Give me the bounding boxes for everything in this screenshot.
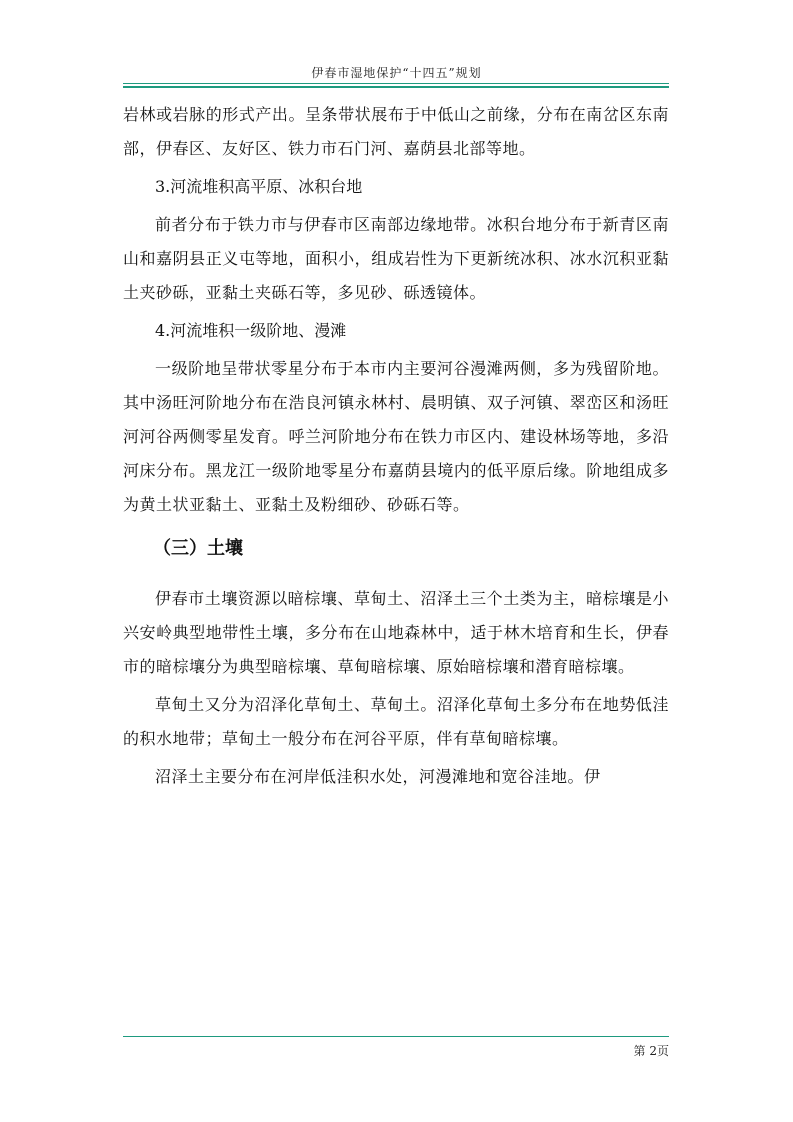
paragraph-meadow-soil: 草甸土又分为沼泽化草甸土、草甸土。沼泽化草甸土多分布在地势低洼的积水地带；草甸土一般分布在河谷平原，伴有草甸暗棕壤。 — [123, 695, 669, 748]
paragraph-swamp-soil: 沼泽土主要分布在河岸低洼积水处，河漫滩地和宽谷洼地。伊 — [155, 767, 601, 786]
header-title: 伊春市湿地保护“十四五”规划 — [311, 66, 482, 80]
paragraph-continuation: 岩林或岩脉的形式产出。呈条带状展布于中低山之前缘，分布在南岔区东南部，伊春区、友好区、铁力市石门河、嘉荫县北部等地。 — [123, 105, 669, 158]
header-divider — [123, 83, 669, 88]
footer-divider — [123, 1036, 669, 1037]
subheading-first-terrace: 4.河流堆积一级阶地、漫滩 — [155, 321, 347, 340]
document-body — [123, 98, 669, 798]
subheading-plain-terrace: 3.河流堆积高平原、冰积台地 — [155, 177, 363, 196]
section-heading-soil: （三）土壤 — [153, 538, 243, 559]
page-number: 第 2页 — [633, 1044, 669, 1058]
paragraph-first-terrace: 一级阶地呈带状零星分布于本市内主要河谷漫滩两侧，多为残留阶地。其中汤旺河阶地分布在浩良河镇永林村、晨明镇、双子河镇、翠峦区和汤旺河河谷两侧零星发育。呼兰河阶地分布在铁力市区内、建设林场等地，多沿河床分布。黑龙江一级阶地零星分布嘉荫县境内的低平原后缘。阶地组成多为黄土状亚黏土、亚黏土及粉细砂、砂砾石等。 — [123, 359, 669, 514]
paragraph-soil-overview: 伊春市土壤资源以暗棕壤、草甸土、沼泽土三个土类为主，暗棕壤是小兴安岭典型地带性土壤，多分布在山地森林中，适于林木培育和生长，伊春市的暗棕壤分为典型暗棕壤、草甸暗棕壤、原始暗棕壤和潜育暗棕壤。 — [123, 589, 669, 676]
paragraph-plain-terrace: 前者分布于铁力市与伊春市区南部边缘地带。冰积台地分布于新青区南山和嘉阴县正义屯等地，面积小，组成岩性为下更新统冰积、冰水沉积亚黏土夹砂砾，亚黏土夹砾石等，多见砂、砾透镜体。 — [123, 215, 669, 302]
